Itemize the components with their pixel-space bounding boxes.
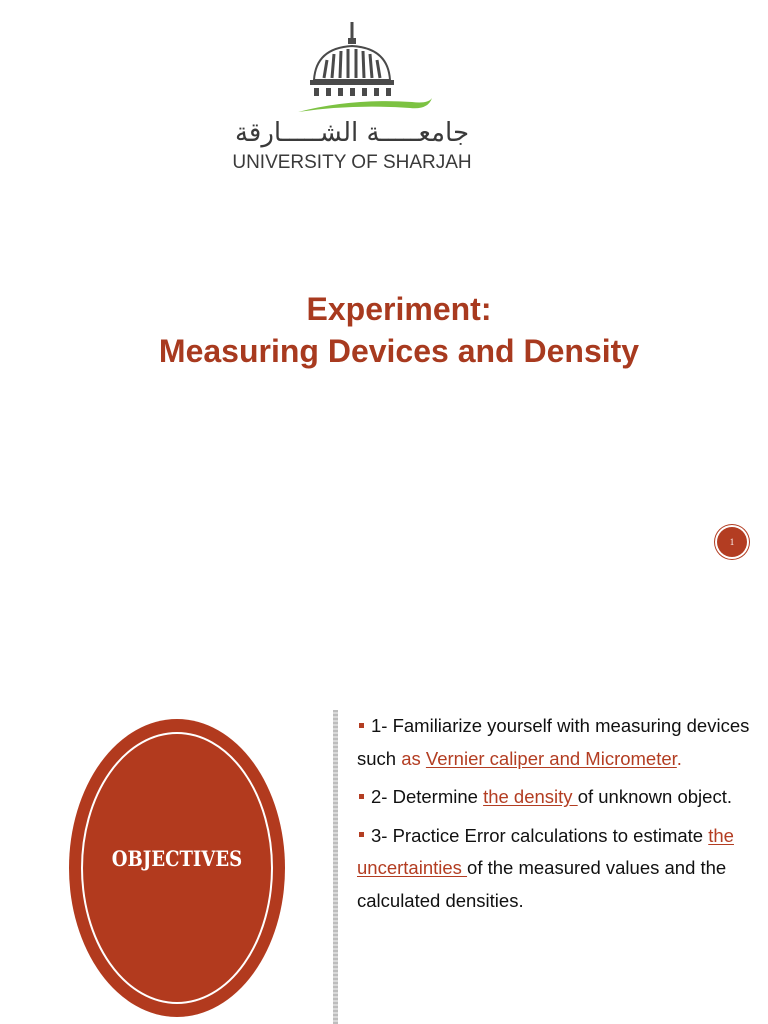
objective-item-2 <box>357 781 757 814</box>
bullet-icon <box>359 832 364 837</box>
dome-icon <box>232 18 472 118</box>
objective-item-3 <box>357 820 757 918</box>
objective-3-link[interactable]: the uncertainties <box>357 824 734 878</box>
objectives-label: OBJECTIVES <box>111 846 243 871</box>
objective-2-text-a: 2- Determine <box>371 786 484 807</box>
title-line-1: Experiment: <box>306 291 492 327</box>
objective-2-link[interactable]: the density <box>483 786 578 807</box>
title-line-2: Measuring Devices and Density <box>158 333 640 369</box>
slide-title <box>0 288 768 372</box>
objectives-slide <box>0 672 768 1024</box>
objective-1-period: . <box>676 747 682 769</box>
bullet-icon <box>359 794 364 799</box>
objective-2-text-b: of unknown object. <box>577 786 732 807</box>
objective-1-link[interactable]: Vernier caliper and Micrometer <box>425 747 677 769</box>
objective-1-text-a: 1- Familiarize yourself with measuring devices such <box>357 715 750 769</box>
page-number-badge: 1 <box>717 527 747 557</box>
logo-english-text: UNIVERSITY OF SHARJAH <box>232 152 472 173</box>
objective-1-highlight: as <box>401 747 426 769</box>
objectives-list <box>357 710 757 923</box>
logo-arabic-text: جامعـــــة الشـــــارقة <box>234 118 470 148</box>
objective-3-text-a: 3- Practice Error calculations to estimate <box>371 824 709 846</box>
objective-3-text-b: of the measured values and the calculated densities. <box>357 857 727 911</box>
bullet-icon <box>359 723 364 728</box>
university-logo <box>232 18 472 178</box>
vertical-divider <box>333 710 338 1024</box>
objective-item-1 <box>357 710 757 775</box>
